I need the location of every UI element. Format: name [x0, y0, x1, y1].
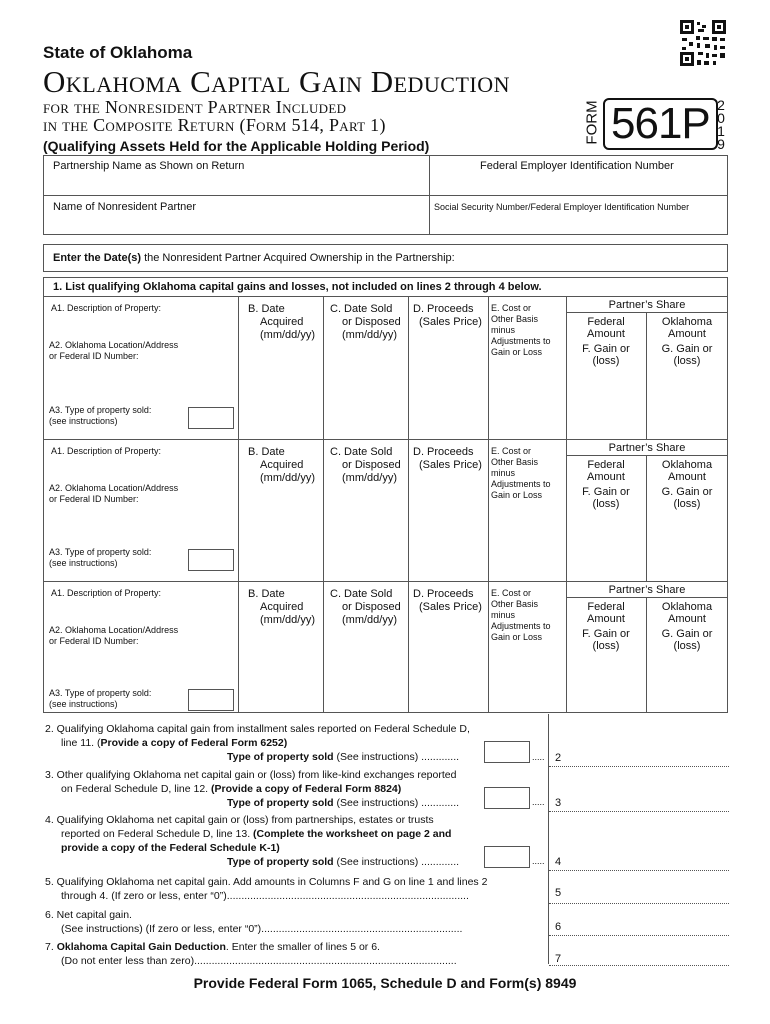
tax-year — [713, 99, 729, 151]
partners-share-header: Partner’s Share — [608, 442, 686, 454]
line6-number: 6 — [555, 921, 562, 933]
a1-label: A1. Description of Property: — [51, 446, 162, 456]
line4-text: 4. Qualifying Oklahoma net capital gain or (loss) from partnerships, estates or trusts reported on Federal Schedule D, line 13. (Complete the worksheet on page 2 and provide a copy of the Federal Schedule K-1) Type of property sold (See instructions) ............. — [45, 814, 460, 868]
date-sold-header: C. Date Sold or Disposed (mm/dd/yy) — [330, 588, 401, 626]
date-acquired-header: B. Date Acquired (mm/dd/yy) — [248, 588, 315, 626]
oklahoma-gain-header: G. Gain or (loss) — [661, 628, 713, 652]
proceeds-header: D. Proceeds (Sales Price) — [413, 588, 482, 613]
federal-amount-header: Federal Amount — [587, 316, 625, 340]
line1-title: 1. List qualifying Oklahoma capital gains and losses, not included on lines 2 through 4 below. — [53, 281, 542, 293]
year-digit: 0 — [717, 110, 725, 126]
a3-label: A3. Type of property sold: (see instructions) — [49, 547, 152, 568]
partner-name-field[interactable]: Name of Nonresident Partner — [53, 201, 197, 213]
line6-text: 6. Net capital gain. (See instructions) (If zero or less, enter “0”)..................................................................... — [45, 909, 463, 935]
property-block — [43, 582, 728, 713]
form-subtitle-2: in the Composite Return (Form 514, Part 1) — [43, 115, 386, 135]
oklahoma-gain-header: G. Gain or (loss) — [661, 486, 713, 510]
cost-basis-header: E. Cost or Other Basis minus Adjustments to Gain or Loss — [491, 588, 551, 642]
property-type-input[interactable] — [188, 549, 234, 571]
divider — [548, 714, 549, 964]
footer-note: Provide Federal Form 1065, Schedule D and Form(s) 8949 — [193, 975, 577, 991]
dot-leader: ..... — [532, 797, 545, 807]
oklahoma-amount-header: Oklahoma Amount — [661, 459, 713, 483]
a2-label: A2. Oklahoma Location/Address or Federal ID Number: — [49, 483, 179, 504]
ssn-fein-field[interactable]: Social Security Number/Federal Employer Identification Number — [434, 202, 690, 212]
form-number: 561P — [603, 98, 718, 150]
federal-gain-header: F. Gain or (loss) — [582, 343, 630, 367]
line3-number: 3 — [555, 797, 562, 809]
line7-number: 7 — [555, 953, 562, 965]
a2-label: A2. Oklahoma Location/Address or Federal ID Number: — [49, 625, 179, 646]
federal-gain-header: F. Gain or (loss) — [582, 486, 630, 510]
ownership-dates-label: Enter the Date(s) the Nonresident Partner Acquired Ownership in the Partnership: — [53, 252, 455, 264]
line2-property-type-input[interactable] — [484, 741, 530, 763]
partnership-name-field[interactable]: Partnership Name as Shown on Return — [53, 160, 245, 172]
line7-amount-input[interactable] — [549, 965, 729, 966]
state-name: State of Oklahoma — [43, 43, 193, 62]
date-sold-header: C. Date Sold or Disposed (mm/dd/yy) — [330, 446, 401, 484]
divider — [43, 195, 728, 196]
proceeds-header: D. Proceeds (Sales Price) — [413, 446, 482, 471]
dot-leader: ..... — [532, 856, 545, 866]
property-type-input[interactable] — [188, 407, 234, 429]
line2-text: 2. Qualifying Oklahoma capital gain from installment sales reported on Federal Schedule D, line 11. (Provide a copy of Federal Form 6252) Type of property sold (See instructions) ............. — [45, 723, 470, 763]
a1-label: A1. Description of Property: — [51, 303, 162, 313]
line6-amount-input[interactable] — [549, 935, 729, 936]
year-digit: 2 — [717, 97, 725, 113]
oklahoma-gain-header: G. Gain or (loss) — [661, 343, 713, 367]
line5-text: 5. Qualifying Oklahoma net capital gain. Add amounts in Columns F and G on line 1 and lines 2 through 4. (If zero or less, enter “0”)................................................................................... — [45, 876, 488, 902]
year-digit: 9 — [717, 136, 725, 152]
a2-label: A2. Oklahoma Location/Address or Federal ID Number: — [49, 340, 179, 361]
line5-amount-input[interactable] — [549, 903, 729, 904]
federal-gain-header: F. Gain or (loss) — [582, 628, 630, 652]
partners-share-header: Partner’s Share — [608, 584, 686, 596]
federal-amount-header: Federal Amount — [587, 459, 625, 483]
proceeds-header: D. Proceeds (Sales Price) — [413, 303, 482, 328]
dot-leader: ..... — [532, 752, 545, 762]
a3-label: A3. Type of property sold: (see instructions) — [49, 405, 152, 426]
form-subtitle-1: for the Nonresident Partner Included — [43, 97, 347, 117]
property-block — [43, 440, 728, 581]
line4-amount-input[interactable] — [549, 870, 729, 871]
year-digit: 1 — [717, 123, 725, 139]
property-type-input[interactable] — [188, 689, 234, 711]
a1-label: A1. Description of Property: — [51, 588, 162, 598]
line4-property-type-input[interactable] — [484, 846, 530, 868]
date-acquired-header: B. Date Acquired (mm/dd/yy) — [248, 446, 315, 484]
line7-text: 7. Oklahoma Capital Gain Deduction. Enter the smaller of lines 5 or 6. (Do not enter less than zero).......................................................................................... — [45, 941, 457, 967]
federal-amount-header: Federal Amount — [587, 601, 625, 625]
line2-amount-input[interactable] — [549, 766, 729, 767]
oklahoma-amount-header: Oklahoma Amount — [661, 316, 713, 340]
fein-field[interactable]: Federal Employer Identification Number — [480, 160, 674, 172]
line5-number: 5 — [555, 887, 562, 899]
line4-number: 4 — [555, 856, 562, 868]
cost-basis-header: E. Cost or Other Basis minus Adjustments to Gain or Loss — [491, 303, 551, 357]
cost-basis-header: E. Cost or Other Basis minus Adjustments to Gain or Loss — [491, 446, 551, 500]
line2-number: 2 — [555, 752, 562, 764]
oklahoma-amount-header: Oklahoma Amount — [661, 601, 713, 625]
line3-text: 3. Other qualifying Oklahoma net capital gain or (loss) from like-kind exchanges reported on Federal Schedule D, line 12. (Provide a copy of Federal Form 8824) Type of property sold (See instructions) ............. — [45, 769, 460, 809]
property-block — [43, 297, 728, 439]
a3-label: A3. Type of property sold: (see instructions) — [49, 688, 152, 709]
line3-property-type-input[interactable] — [484, 787, 530, 809]
qr-code-icon — [680, 20, 726, 66]
form-label: FORM — [583, 100, 601, 145]
line3-amount-input[interactable] — [549, 811, 729, 812]
qualifying-note: (Qualifying Assets Held for the Applicable Holding Period) — [43, 138, 430, 154]
partners-share-header: Partner’s Share — [608, 299, 686, 311]
form-title: Oklahoma Capital Gain Deduction — [43, 64, 511, 99]
date-acquired-header: B. Date Acquired (mm/dd/yy) — [248, 303, 315, 341]
date-sold-header: C. Date Sold or Disposed (mm/dd/yy) — [330, 303, 401, 341]
